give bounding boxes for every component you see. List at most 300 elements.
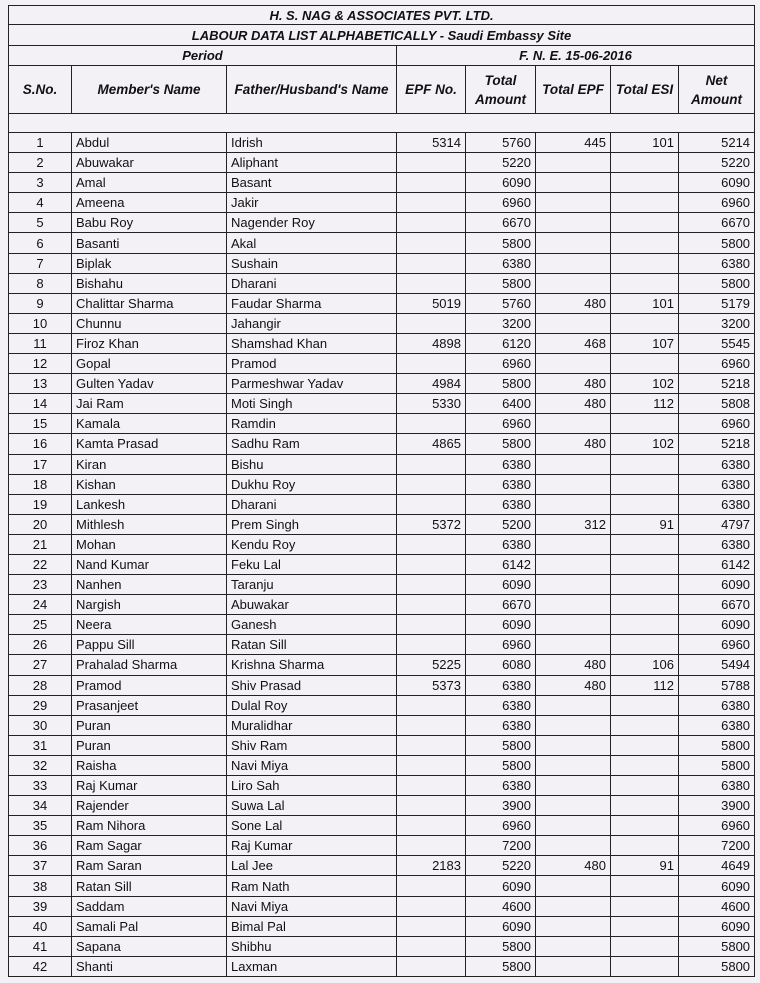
cell-epf-no [397, 313, 466, 333]
cell-epf-no [397, 695, 466, 715]
cell-member-name: Raj Kumar [72, 776, 227, 796]
cell-member-name: Nanhen [72, 575, 227, 595]
cell-father-name: Ram Nath [227, 876, 397, 896]
cell-member-name: Saddam [72, 896, 227, 916]
cell-father-name: Dharani [227, 494, 397, 514]
cell-total-esi [611, 635, 679, 655]
cell-member-name: Puran [72, 735, 227, 755]
cell-father-name: Laxman [227, 956, 397, 976]
cell-total-amount: 6380 [466, 715, 536, 735]
cell-total-epf: 480 [536, 374, 611, 394]
cell-net-amount: 5808 [679, 394, 755, 414]
cell-total-epf [536, 936, 611, 956]
cell-total-epf [536, 615, 611, 635]
cell-epf-no [397, 936, 466, 956]
cell-epf-no [397, 776, 466, 796]
cell-total-esi: 102 [611, 374, 679, 394]
cell-father-name: Idrish [227, 133, 397, 153]
cell-total-epf [536, 595, 611, 615]
table-row [9, 253, 755, 273]
cell-epf-no [397, 153, 466, 173]
cell-epf-no [397, 554, 466, 574]
cell-member-name: Raisha [72, 755, 227, 775]
cell-net-amount: 6380 [679, 695, 755, 715]
cell-sno: 36 [9, 836, 72, 856]
cell-total-esi [611, 273, 679, 293]
cell-total-esi [611, 715, 679, 735]
table-row [9, 273, 755, 293]
labour-data-sheet [8, 5, 754, 977]
table-row [9, 796, 755, 816]
table-row [9, 856, 755, 876]
table-row [9, 956, 755, 976]
cell-member-name: Pappu Sill [72, 635, 227, 655]
cell-net-amount: 6670 [679, 213, 755, 233]
cell-net-amount: 5800 [679, 735, 755, 755]
cell-total-esi [611, 615, 679, 635]
cell-total-amount: 3900 [466, 796, 536, 816]
header-net-line1: Net [705, 72, 728, 88]
cell-total-epf [536, 233, 611, 253]
cell-sno: 28 [9, 675, 72, 695]
table-row [9, 313, 755, 333]
table-row [9, 776, 755, 796]
cell-total-esi [611, 554, 679, 574]
cell-total-epf: 468 [536, 333, 611, 353]
cell-father-name: Shiv Prasad [227, 675, 397, 695]
cell-epf-no [397, 956, 466, 976]
table-row [9, 936, 755, 956]
cell-member-name: Ram Sagar [72, 836, 227, 856]
cell-epf-no [397, 755, 466, 775]
cell-total-amount: 5200 [466, 514, 536, 534]
cell-member-name: Mithlesh [72, 514, 227, 534]
cell-total-esi: 101 [611, 133, 679, 153]
cell-sno: 9 [9, 293, 72, 313]
cell-total-epf [536, 414, 611, 434]
cell-father-name: Basant [227, 173, 397, 193]
cell-member-name: Abuwakar [72, 153, 227, 173]
table-row [9, 454, 755, 474]
cell-total-epf: 480 [536, 675, 611, 695]
cell-epf-no: 5019 [397, 293, 466, 313]
cell-total-amount: 5220 [466, 153, 536, 173]
cell-total-epf [536, 956, 611, 976]
cell-sno: 42 [9, 956, 72, 976]
cell-father-name: Navi Miya [227, 896, 397, 916]
cell-father-name: Liro Sah [227, 776, 397, 796]
cell-total-epf [536, 554, 611, 574]
cell-epf-no [397, 233, 466, 253]
cell-epf-no [397, 273, 466, 293]
header-sno: S.No. [9, 66, 72, 114]
cell-net-amount: 5788 [679, 675, 755, 695]
cell-epf-no [397, 213, 466, 233]
cell-member-name: Puran [72, 715, 227, 735]
cell-total-esi [611, 213, 679, 233]
cell-epf-no: 2183 [397, 856, 466, 876]
cell-total-amount: 6380 [466, 534, 536, 554]
cell-net-amount: 5800 [679, 755, 755, 775]
cell-total-epf [536, 816, 611, 836]
cell-member-name: Nand Kumar [72, 554, 227, 574]
cell-member-name: Amal [72, 173, 227, 193]
cell-father-name: Sone Lal [227, 816, 397, 836]
cell-total-epf: 480 [536, 293, 611, 313]
cell-total-esi [611, 595, 679, 615]
cell-total-esi [611, 936, 679, 956]
cell-total-amount: 5800 [466, 233, 536, 253]
cell-total-amount: 5800 [466, 434, 536, 454]
cell-member-name: Prasanjeet [72, 695, 227, 715]
cell-member-name: Prahalad Sharma [72, 655, 227, 675]
cell-total-amount: 6380 [466, 776, 536, 796]
cell-sno: 1 [9, 133, 72, 153]
cell-epf-no [397, 735, 466, 755]
cell-total-esi [611, 876, 679, 896]
cell-epf-no [397, 715, 466, 735]
table-row [9, 816, 755, 836]
cell-member-name: Basanti [72, 233, 227, 253]
cell-epf-no [397, 816, 466, 836]
cell-total-esi [611, 354, 679, 374]
cell-member-name: Nargish [72, 595, 227, 615]
cell-total-amount: 6090 [466, 876, 536, 896]
cell-net-amount: 6670 [679, 595, 755, 615]
cell-epf-no [397, 534, 466, 554]
cell-epf-no: 5314 [397, 133, 466, 153]
cell-member-name: Ameena [72, 193, 227, 213]
cell-net-amount: 6960 [679, 193, 755, 213]
cell-total-esi [611, 253, 679, 273]
cell-net-amount: 5218 [679, 434, 755, 454]
table-row [9, 916, 755, 936]
cell-total-esi [611, 956, 679, 976]
cell-total-epf [536, 796, 611, 816]
cell-father-name: Suwa Lal [227, 796, 397, 816]
cell-father-name: Sadhu Ram [227, 434, 397, 454]
cell-member-name: Jai Ram [72, 394, 227, 414]
cell-epf-no: 5372 [397, 514, 466, 534]
cell-epf-no: 5225 [397, 655, 466, 675]
cell-total-amount: 6120 [466, 333, 536, 353]
cell-net-amount: 3900 [679, 796, 755, 816]
cell-total-epf [536, 575, 611, 595]
cell-total-esi [611, 233, 679, 253]
cell-sno: 16 [9, 434, 72, 454]
cell-sno: 23 [9, 575, 72, 595]
cell-total-amount: 5800 [466, 273, 536, 293]
cell-total-amount: 5800 [466, 936, 536, 956]
cell-sno: 10 [9, 313, 72, 333]
cell-total-amount: 6090 [466, 575, 536, 595]
cell-net-amount: 6380 [679, 715, 755, 735]
table-row [9, 715, 755, 735]
company-name: H. S. NAG & ASSOCIATES PVT. LTD. [9, 6, 755, 25]
list-title: LABOUR DATA LIST ALPHABETICALLY - Saudi Embassy Site [9, 25, 755, 46]
cell-member-name: Abdul [72, 133, 227, 153]
cell-sno: 32 [9, 755, 72, 775]
header-father-name: Father/Husband's Name [227, 66, 397, 114]
cell-net-amount: 5214 [679, 133, 755, 153]
cell-member-name: Biplak [72, 253, 227, 273]
cell-total-epf [536, 173, 611, 193]
cell-member-name: Neera [72, 615, 227, 635]
cell-total-amount: 6380 [466, 675, 536, 695]
cell-sno: 13 [9, 374, 72, 394]
cell-total-amount: 5800 [466, 956, 536, 976]
cell-member-name: Gulten Yadav [72, 374, 227, 394]
cell-total-amount: 6380 [466, 454, 536, 474]
cell-epf-no: 4865 [397, 434, 466, 454]
cell-sno: 20 [9, 514, 72, 534]
cell-sno: 15 [9, 414, 72, 434]
cell-sno: 37 [9, 856, 72, 876]
cell-total-amount: 6670 [466, 595, 536, 615]
cell-sno: 26 [9, 635, 72, 655]
table-row [9, 695, 755, 715]
header-total-esi: Total ESI [611, 66, 679, 114]
table-row [9, 293, 755, 313]
cell-sno: 17 [9, 454, 72, 474]
cell-net-amount: 7200 [679, 836, 755, 856]
cell-net-amount: 5800 [679, 273, 755, 293]
cell-total-epf [536, 253, 611, 273]
cell-net-amount: 5800 [679, 956, 755, 976]
cell-epf-no [397, 836, 466, 856]
cell-total-amount: 6080 [466, 655, 536, 675]
cell-total-esi [611, 575, 679, 595]
cell-total-epf: 480 [536, 655, 611, 675]
cell-total-esi [611, 896, 679, 916]
cell-epf-no [397, 896, 466, 916]
cell-total-esi: 106 [611, 655, 679, 675]
cell-epf-no [397, 454, 466, 474]
cell-total-epf [536, 474, 611, 494]
cell-epf-no [397, 494, 466, 514]
header-epf-no: EPF No. [397, 66, 466, 114]
header-total-epf: Total EPF [536, 66, 611, 114]
cell-father-name: Taranju [227, 575, 397, 595]
cell-total-amount: 6400 [466, 394, 536, 414]
table-row [9, 193, 755, 213]
cell-sno: 5 [9, 213, 72, 233]
cell-sno: 6 [9, 233, 72, 253]
cell-total-amount: 6670 [466, 213, 536, 233]
header-total-amount [466, 66, 536, 114]
cell-total-amount: 6090 [466, 173, 536, 193]
cell-total-epf: 480 [536, 856, 611, 876]
cell-total-esi [611, 454, 679, 474]
cell-total-amount: 6960 [466, 635, 536, 655]
cell-total-epf [536, 354, 611, 374]
table-row [9, 133, 755, 153]
cell-sno: 19 [9, 494, 72, 514]
cell-total-epf [536, 193, 611, 213]
cell-net-amount: 4600 [679, 896, 755, 916]
cell-epf-no [397, 193, 466, 213]
cell-sno: 4 [9, 193, 72, 213]
cell-sno: 27 [9, 655, 72, 675]
cell-epf-no [397, 253, 466, 273]
cell-net-amount: 3200 [679, 313, 755, 333]
cell-total-amount: 5800 [466, 735, 536, 755]
cell-member-name: Rajender [72, 796, 227, 816]
table-row [9, 494, 755, 514]
cell-sno: 34 [9, 796, 72, 816]
cell-sno: 39 [9, 896, 72, 916]
cell-sno: 14 [9, 394, 72, 414]
cell-member-name: Samali Pal [72, 916, 227, 936]
cell-total-esi: 112 [611, 675, 679, 695]
table-row [9, 333, 755, 353]
cell-father-name: Akal [227, 233, 397, 253]
cell-total-amount: 6142 [466, 554, 536, 574]
cell-total-amount: 6380 [466, 253, 536, 273]
cell-net-amount: 6090 [679, 615, 755, 635]
cell-member-name: Ratan Sill [72, 876, 227, 896]
cell-net-amount: 5179 [679, 293, 755, 313]
table-body [9, 133, 755, 977]
cell-member-name: Kamta Prasad [72, 434, 227, 454]
cell-total-esi [611, 474, 679, 494]
cell-total-epf [536, 755, 611, 775]
header-net-amount [679, 66, 755, 114]
cell-total-esi [611, 695, 679, 715]
table-row [9, 755, 755, 775]
cell-father-name: Abuwakar [227, 595, 397, 615]
cell-total-esi [611, 755, 679, 775]
cell-net-amount: 5800 [679, 936, 755, 956]
table-row [9, 635, 755, 655]
cell-father-name: Parmeshwar Yadav [227, 374, 397, 394]
table-row [9, 655, 755, 675]
cell-total-esi [611, 153, 679, 173]
table-row [9, 354, 755, 374]
cell-father-name: Dulal Roy [227, 695, 397, 715]
cell-total-esi [611, 173, 679, 193]
cell-total-epf [536, 776, 611, 796]
cell-father-name: Ganesh [227, 615, 397, 635]
cell-net-amount: 6960 [679, 414, 755, 434]
cell-total-esi [611, 836, 679, 856]
cell-net-amount: 5800 [679, 233, 755, 253]
cell-total-esi [611, 534, 679, 554]
cell-epf-no [397, 916, 466, 936]
cell-father-name: Faudar Sharma [227, 293, 397, 313]
header-total-line2: Amount [475, 91, 526, 107]
table-row [9, 213, 755, 233]
cell-total-esi: 102 [611, 434, 679, 454]
cell-sno: 24 [9, 595, 72, 615]
cell-father-name: Nagender Roy [227, 213, 397, 233]
cell-total-amount: 6090 [466, 615, 536, 635]
cell-total-amount: 6090 [466, 916, 536, 936]
cell-total-epf [536, 695, 611, 715]
cell-father-name: Sushain [227, 253, 397, 273]
cell-total-epf [536, 153, 611, 173]
cell-epf-no [397, 474, 466, 494]
cell-father-name: Jahangir [227, 313, 397, 333]
cell-father-name: Dukhu Roy [227, 474, 397, 494]
table-row [9, 374, 755, 394]
cell-total-amount: 7200 [466, 836, 536, 856]
cell-father-name: Ramdin [227, 414, 397, 434]
cell-total-esi [611, 313, 679, 333]
cell-father-name: Prem Singh [227, 514, 397, 534]
header-net-line2: Amount [691, 91, 743, 107]
cell-net-amount: 6380 [679, 776, 755, 796]
table-row [9, 233, 755, 253]
cell-father-name: Shibhu [227, 936, 397, 956]
cell-total-epf: 480 [536, 394, 611, 414]
cell-total-esi [611, 494, 679, 514]
cell-sno: 3 [9, 173, 72, 193]
cell-total-amount: 5800 [466, 755, 536, 775]
cell-net-amount: 6090 [679, 575, 755, 595]
header-member-name: Member's Name [72, 66, 227, 114]
cell-member-name: Lankesh [72, 494, 227, 514]
cell-member-name: Sapana [72, 936, 227, 956]
cell-total-epf [536, 454, 611, 474]
cell-epf-no: 4984 [397, 374, 466, 394]
cell-total-esi [611, 735, 679, 755]
cell-epf-no [397, 575, 466, 595]
cell-sno: 30 [9, 715, 72, 735]
cell-total-amount: 6960 [466, 193, 536, 213]
table-row [9, 615, 755, 635]
cell-net-amount: 4649 [679, 856, 755, 876]
cell-net-amount: 6380 [679, 474, 755, 494]
cell-total-esi [611, 796, 679, 816]
cell-net-amount: 5545 [679, 333, 755, 353]
cell-total-esi: 91 [611, 514, 679, 534]
cell-sno: 12 [9, 354, 72, 374]
cell-sno: 18 [9, 474, 72, 494]
cell-total-amount: 6960 [466, 354, 536, 374]
cell-member-name: Mohan [72, 534, 227, 554]
cell-total-esi [611, 193, 679, 213]
cell-sno: 41 [9, 936, 72, 956]
cell-total-epf [536, 213, 611, 233]
cell-father-name: Kendu Roy [227, 534, 397, 554]
cell-member-name: Ram Nihora [72, 816, 227, 836]
cell-sno: 21 [9, 534, 72, 554]
table-row [9, 836, 755, 856]
cell-total-esi [611, 776, 679, 796]
cell-sno: 38 [9, 876, 72, 896]
cell-total-esi: 91 [611, 856, 679, 876]
cell-member-name: Chunnu [72, 313, 227, 333]
cell-member-name: Kiran [72, 454, 227, 474]
cell-father-name: Shiv Ram [227, 735, 397, 755]
table-row [9, 414, 755, 434]
cell-net-amount: 5220 [679, 153, 755, 173]
cell-total-amount: 5800 [466, 374, 536, 394]
cell-sno: 11 [9, 333, 72, 353]
cell-total-epf [536, 273, 611, 293]
cell-net-amount: 5494 [679, 655, 755, 675]
cell-total-amount: 6380 [466, 695, 536, 715]
cell-epf-no: 5330 [397, 394, 466, 414]
cell-total-esi: 101 [611, 293, 679, 313]
cell-net-amount: 6380 [679, 494, 755, 514]
cell-father-name: Raj Kumar [227, 836, 397, 856]
spacer-row [9, 114, 755, 133]
period-value: F. N. E. 15-06-2016 [397, 46, 755, 66]
cell-total-amount: 5760 [466, 133, 536, 153]
cell-epf-no [397, 635, 466, 655]
